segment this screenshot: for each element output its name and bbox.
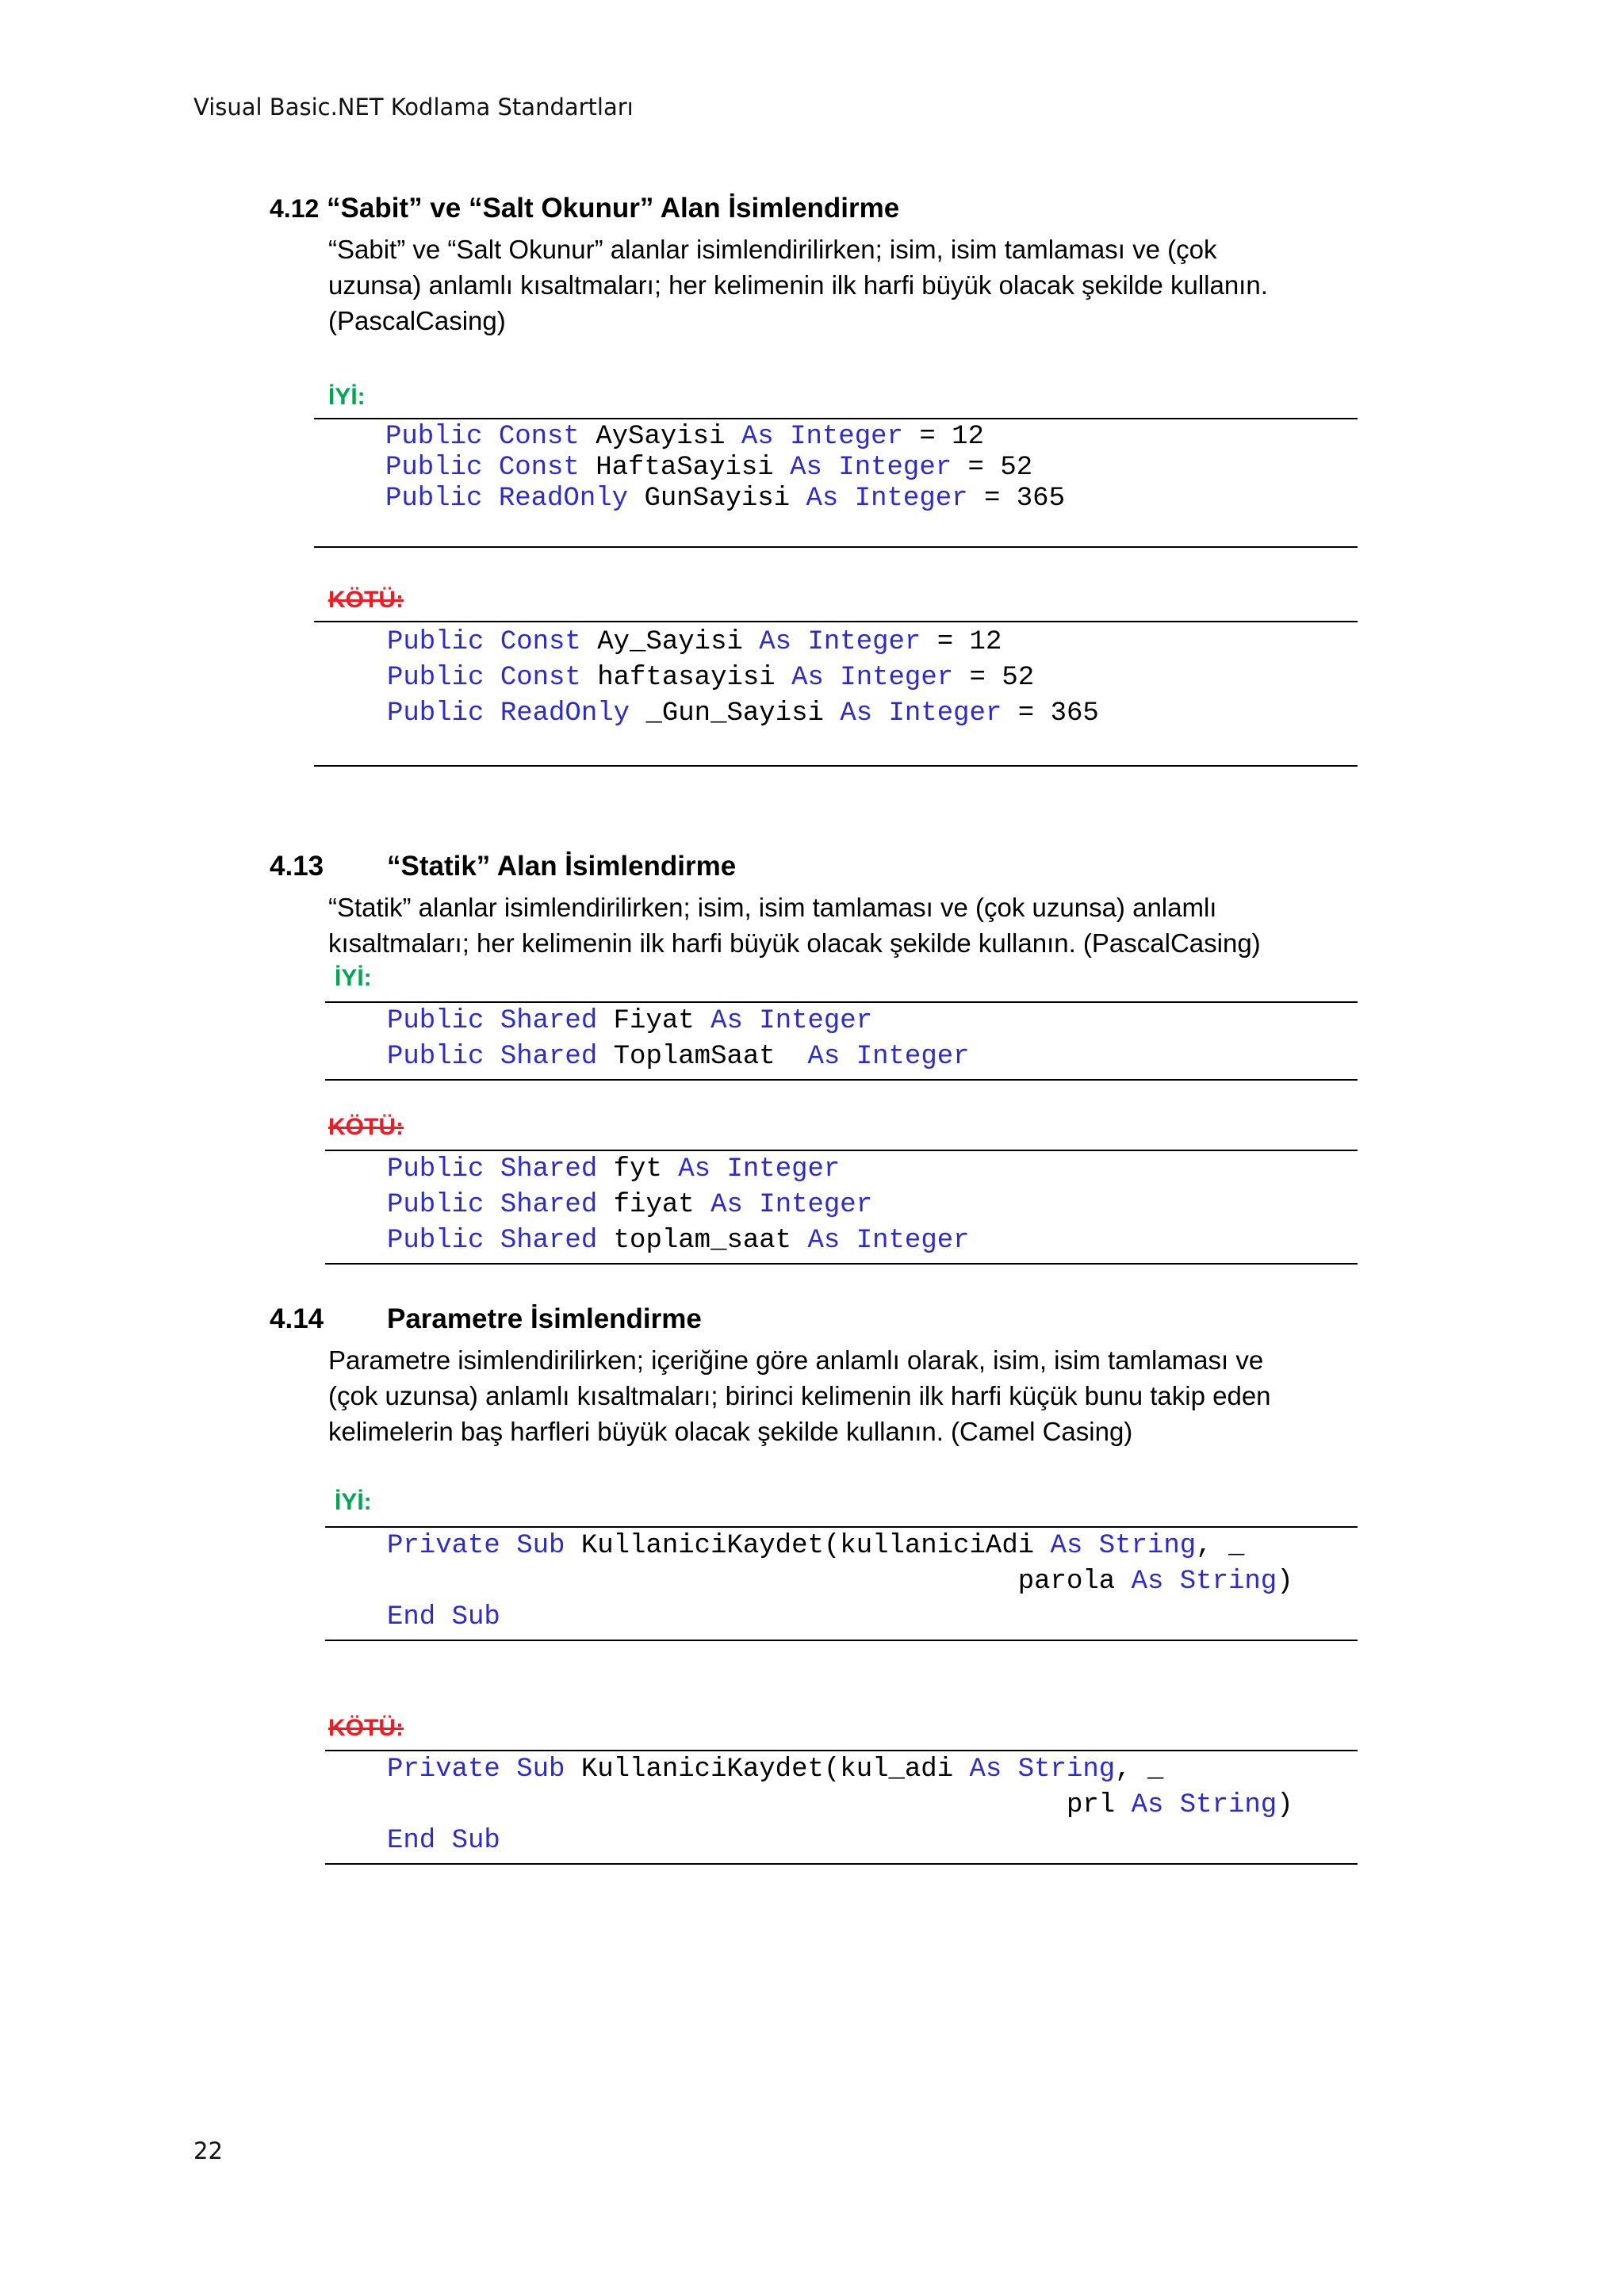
code-keyword: As Integer bbox=[710, 1190, 873, 1220]
bad-example-label: KÖTÜ: bbox=[328, 1715, 404, 1741]
code-keyword: As Integer bbox=[678, 1154, 841, 1184]
code-text: ) bbox=[1277, 1790, 1293, 1820]
code-text: parola bbox=[387, 1567, 1132, 1597]
good-example-label: İYİ: bbox=[335, 965, 372, 991]
code-text: = 365 bbox=[967, 484, 1065, 514]
code-line bbox=[387, 1788, 1293, 1823]
code-line bbox=[387, 1039, 970, 1075]
code-text: haftasayisi bbox=[580, 663, 792, 693]
code-text: Fiyat bbox=[597, 1006, 711, 1036]
section-body-4-13: “Statik” alanlar isimlendirilirken; isim, isim tamlaması ve (çok uzunsa) anlamlı kısaltmaları; her kelimenin ilk harfi büyük olacak şekilde kullanın. (PascalCasing) bbox=[328, 893, 1261, 958]
section-body-4-14: Parametre isimlendirilirken; içeriğine göre anlamlı olarak, isim, isim tamlaması ve (çok uzunsa) anlamlı kısaltmaları; birinci kelimenin ilk harfi küçük bunu takip eden kelimelerin baş harfleri büyük olacak şekilde kullanın. (Camel Casing) bbox=[328, 1345, 1271, 1446]
code-text: = 12 bbox=[921, 627, 1002, 657]
code-keyword: As Integer bbox=[741, 422, 903, 452]
section-title: “Sabit” ve “Salt Okunur” Alan İsimlendirme bbox=[327, 193, 900, 224]
code-line bbox=[385, 453, 1065, 484]
good-code-block-4-12 bbox=[385, 422, 1065, 515]
code-keyword: As Integer bbox=[806, 484, 968, 514]
code-keyword: Private Sub bbox=[387, 1755, 565, 1785]
code-line bbox=[387, 696, 1099, 732]
code-text: ToplamSaat bbox=[597, 1042, 808, 1072]
code-line bbox=[385, 484, 1065, 515]
code-keyword: Public Const bbox=[385, 422, 580, 452]
code-keyword: Public ReadOnly bbox=[385, 484, 629, 514]
code-line bbox=[387, 660, 1099, 696]
running-header: Visual Basic.NET Kodlama Standartları bbox=[193, 94, 634, 121]
code-block-rule-top bbox=[325, 1526, 1358, 1528]
code-line bbox=[387, 1823, 1293, 1859]
code-keyword: Public Const bbox=[387, 663, 581, 693]
code-keyword: As Integer bbox=[807, 1226, 970, 1256]
code-text: fyt bbox=[597, 1154, 679, 1184]
code-block-rule-bottom bbox=[314, 765, 1358, 767]
code-keyword: As Integer bbox=[791, 663, 954, 693]
page-number: 22 bbox=[193, 2137, 223, 2164]
code-text: AySayisi bbox=[579, 422, 741, 452]
code-keyword: As Integer bbox=[710, 1006, 873, 1036]
code-keyword: Public Shared bbox=[387, 1042, 598, 1072]
section-heading-4-14 bbox=[270, 1303, 702, 1335]
code-keyword: End Sub bbox=[387, 1602, 500, 1632]
code-line bbox=[387, 1223, 970, 1259]
code-text: Ay_Sayisi bbox=[580, 627, 760, 657]
code-block-rule-bottom bbox=[314, 546, 1358, 548]
code-line bbox=[387, 1188, 970, 1223]
code-block-rule-top bbox=[314, 621, 1358, 622]
section-title: “Statik” Alan İsimlendirme bbox=[387, 851, 737, 882]
code-text: = 365 bbox=[1002, 698, 1099, 729]
code-text: prl bbox=[387, 1790, 1132, 1820]
code-block-rule-top bbox=[325, 1750, 1358, 1751]
code-text: GunSayisi bbox=[628, 484, 806, 514]
code-keyword: As String bbox=[969, 1755, 1116, 1785]
code-block-rule-top bbox=[325, 1150, 1358, 1151]
code-line bbox=[387, 625, 1099, 660]
code-keyword: Public Const bbox=[385, 453, 580, 483]
code-text: = 52 bbox=[952, 453, 1033, 483]
section-number: 4.12 bbox=[270, 194, 320, 223]
code-text: fiyat bbox=[597, 1190, 711, 1220]
section-number: 4.14 bbox=[270, 1303, 324, 1334]
section-title: Parametre İsimlendirme bbox=[387, 1303, 702, 1334]
code-text: HaftaSayisi bbox=[579, 453, 791, 483]
code-line bbox=[387, 1752, 1293, 1788]
code-keyword: As Integer bbox=[840, 698, 1002, 729]
code-keyword: As String bbox=[1050, 1531, 1197, 1561]
bad-code-block-4-12 bbox=[387, 625, 1099, 732]
code-text: , _ bbox=[1196, 1531, 1245, 1561]
section-number: 4.13 bbox=[270, 851, 324, 882]
section-body-4-12: “Sabit” ve “Salt Okunur” alanlar isimlendirilirken; isim, isim tamlaması ve (çok uzunsa) anlamlı kısaltmaları; her kelimenin ilk harfi büyük olacak şekilde kullanın. (PascalCasing) bbox=[328, 235, 1268, 335]
bad-code-block-4-14 bbox=[387, 1752, 1293, 1859]
code-text: KullaniciKaydet(kullaniciAdi bbox=[565, 1531, 1051, 1561]
code-keyword: Public Shared bbox=[387, 1006, 598, 1036]
code-line bbox=[387, 1600, 1293, 1636]
code-keyword: As Integer bbox=[759, 627, 921, 657]
section-heading-4-13 bbox=[270, 851, 736, 882]
code-line bbox=[385, 422, 1065, 453]
code-text: ) bbox=[1277, 1567, 1293, 1597]
code-keyword: As String bbox=[1131, 1790, 1277, 1820]
code-block-rule-top bbox=[325, 1001, 1358, 1003]
code-block-rule-bottom bbox=[325, 1640, 1358, 1641]
bad-example-label: KÖTÜ: bbox=[328, 587, 404, 613]
good-code-block-4-13 bbox=[387, 1004, 970, 1075]
good-example-label: İYİ: bbox=[335, 1489, 372, 1515]
code-keyword: Public ReadOnly bbox=[387, 698, 630, 729]
code-line bbox=[387, 1564, 1293, 1600]
code-keyword: As Integer bbox=[807, 1042, 970, 1072]
code-block-rule-bottom bbox=[325, 1263, 1358, 1265]
section-heading-4-12 bbox=[270, 193, 899, 224]
code-text: toplam_saat bbox=[597, 1226, 808, 1256]
code-keyword: End Sub bbox=[387, 1826, 500, 1856]
code-line bbox=[387, 1152, 970, 1188]
code-line bbox=[387, 1529, 1293, 1564]
code-keyword: As Integer bbox=[790, 453, 952, 483]
code-keyword: As String bbox=[1131, 1567, 1277, 1597]
code-keyword: Private Sub bbox=[387, 1531, 565, 1561]
code-line bbox=[387, 1004, 970, 1039]
code-block-rule-top bbox=[314, 418, 1358, 419]
code-keyword: Public Shared bbox=[387, 1190, 598, 1220]
code-block-rule-bottom bbox=[325, 1079, 1358, 1081]
good-code-block-4-14 bbox=[387, 1529, 1293, 1636]
code-block-rule-bottom bbox=[325, 1863, 1358, 1865]
code-keyword: Public Const bbox=[387, 627, 581, 657]
good-example-label: İYİ: bbox=[328, 384, 366, 410]
bad-code-block-4-13 bbox=[387, 1152, 970, 1259]
code-keyword: Public Shared bbox=[387, 1226, 598, 1256]
code-text: KullaniciKaydet(kul_adi bbox=[565, 1755, 970, 1785]
code-text: = 52 bbox=[953, 663, 1035, 693]
code-text: _Gun_Sayisi bbox=[630, 698, 841, 729]
code-text: , _ bbox=[1115, 1755, 1164, 1785]
code-keyword: Public Shared bbox=[387, 1154, 598, 1184]
code-text: = 12 bbox=[902, 422, 984, 452]
bad-example-label: KÖTÜ: bbox=[328, 1114, 404, 1140]
